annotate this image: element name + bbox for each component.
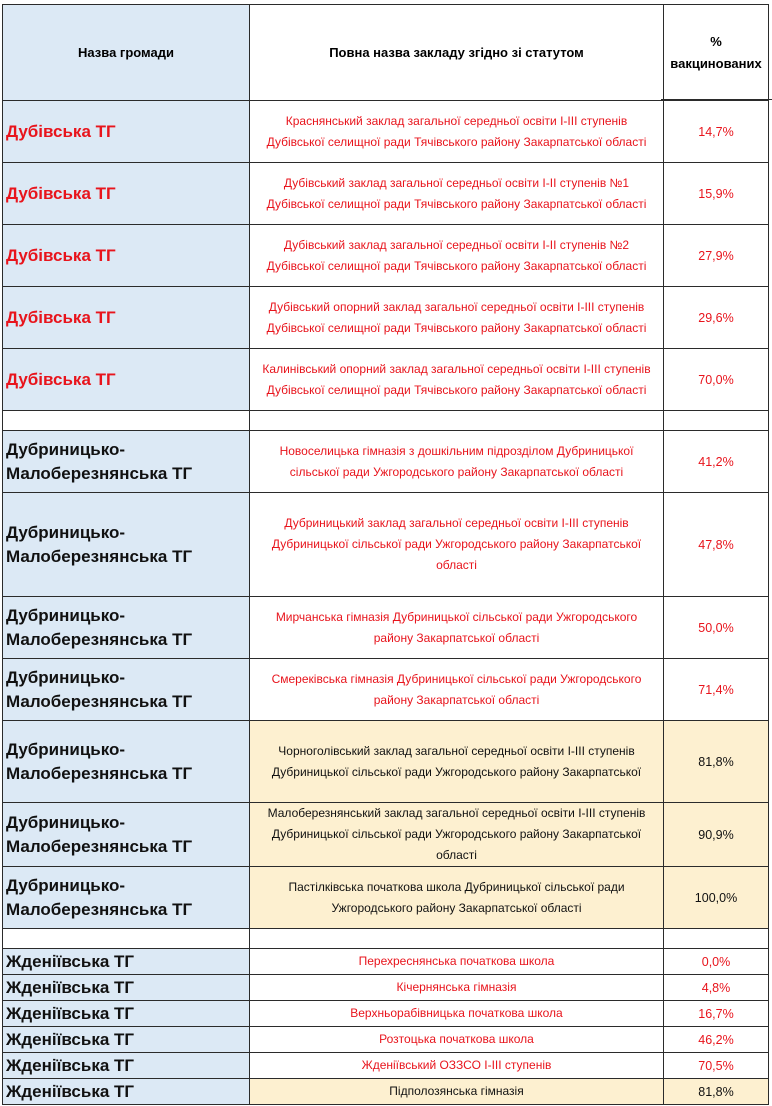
table-row [3,1079,769,1105]
percent-cell: 27,9% [664,225,769,287]
percent-cell: 29,6% [664,287,769,349]
header-percent-line2: вакцинованих [670,55,762,71]
community-cell: Дубриницько-Малоберезнянська ТГ [3,721,250,803]
vaccination-table [2,4,769,1105]
table-row [3,287,769,349]
table-row [3,1001,769,1027]
school-cell: Верхньорабівницька початкова школа [250,1001,664,1027]
percent-cell: 71,4% [664,659,769,721]
community-cell: Дубриницько-Малоберезнянська ТГ [3,493,250,597]
header-percent-line1: % [710,33,722,49]
community-cell: Жденіївська ТГ [3,1079,250,1105]
community-cell: Жденіївська ТГ [3,949,250,975]
school-cell: Смереківська гімназія Дубриницької сільської ради Ужгородського району Закарпатської області [250,659,664,721]
community-cell: Дубівська ТГ [3,225,250,287]
percent-cell: 81,8% [664,1079,769,1105]
table-row [3,975,769,1001]
school-cell: Дубівський заклад загальної середньої освіти І-ІІ ступенів №1 Дубівської селищної ради Тячівського району Закарпатської області [250,163,664,225]
percent-cell: 4,8% [664,975,769,1001]
community-cell: Дубриницько-Малоберезнянська ТГ [3,659,250,721]
school-cell: Чорноголівський заклад загальної середньої освіти І-ІІІ ступенів Дубриницької сільської ради Ужгородського району Закарпатської [250,721,664,803]
table-row [3,949,769,975]
table-row [3,659,769,721]
percent-cell: 15,9% [664,163,769,225]
table-row [3,597,769,659]
header-community: Назва громади [3,5,250,101]
school-cell: Мирчанська гімназія Дубриницької сільської ради Ужгородського району Закарпатської області [250,597,664,659]
percent-cell: 47,8% [664,493,769,597]
school-cell: Калинівський опорний заклад загальної середньої освіти І-ІІІ ступенів Дубівської селищної ради Тячівського району Закарпатської області [250,349,664,411]
community-cell: Жденіївська ТГ [3,1001,250,1027]
school-cell: Перехреснянська початкова школа [250,949,664,975]
school-cell: Жденіївський ОЗЗСО І-ІІІ ступенів [250,1053,664,1079]
table-row [3,1053,769,1079]
school-cell: Кічернянська гімназія [250,975,664,1001]
percent-cell: 100,0% [664,867,769,929]
group-separator [3,929,769,949]
community-cell: Дубівська ТГ [3,287,250,349]
percent-cell: 0,0% [664,949,769,975]
community-cell: Дубриницько-Малоберезнянська ТГ [3,597,250,659]
header-divider [661,99,772,100]
percent-cell: 70,0% [664,349,769,411]
school-cell: Розтоцька початкова школа [250,1027,664,1053]
community-cell: Дубівська ТГ [3,349,250,411]
school-cell: Дубівський заклад загальної середньої освіти І-ІІ ступенів №2 Дубівської селищної ради Тячівського району Закарпатської області [250,225,664,287]
percent-cell: 81,8% [664,721,769,803]
community-cell: Жденіївська ТГ [3,1053,250,1079]
percent-cell: 70,5% [664,1053,769,1079]
school-cell: Пастілківська початкова школа Дубриницької сільської ради Ужгородського району Закарпатської області [250,867,664,929]
community-cell: Дубриницько-Малоберезнянська ТГ [3,867,250,929]
table-row [3,225,769,287]
school-cell: Малоберезнянський заклад загальної середньої освіти І-ІІІ ступенів Дубриницької сільської ради Ужгородського району Закарпатської області [250,803,664,867]
table-row [3,493,769,597]
community-cell: Дубриницько-Малоберезнянська ТГ [3,803,250,867]
table-row [3,163,769,225]
table-row [3,431,769,493]
table-row [3,101,769,163]
table-row [3,1027,769,1053]
table-row [3,803,769,867]
group-separator [3,411,769,431]
community-cell: Дубівська ТГ [3,101,250,163]
school-cell: Дубівський опорний заклад загальної середньої освіти І-ІІІ ступенів Дубівської селищної ради Тячівського району Закарпатської області [250,287,664,349]
community-cell: Жденіївська ТГ [3,1027,250,1053]
community-cell: Жденіївська ТГ [3,975,250,1001]
percent-cell: 16,7% [664,1001,769,1027]
school-cell: Підполозянська гімназія [250,1079,664,1105]
percent-cell: 46,2% [664,1027,769,1053]
header-school: Повна назва закладу згідно зі статутом [250,5,664,101]
community-cell: Дубівська ТГ [3,163,250,225]
school-cell: Краснянський заклад загальної середньої освіти І-ІІІ ступенів Дубівської селищної ради Тячівського району Закарпатської області [250,101,664,163]
percent-cell: 41,2% [664,431,769,493]
table-row [3,721,769,803]
table-header-row [3,5,769,101]
header-percent [664,5,769,101]
school-cell: Новоселицька гімназія з дошкільним підрозділом Дубриницької сільської ради Ужгородського району Закарпатської області [250,431,664,493]
table-row [3,349,769,411]
percent-cell: 14,7% [664,101,769,163]
community-cell: Дубриницько-Малоберезнянська ТГ [3,431,250,493]
table-row [3,867,769,929]
school-cell: Дубриницький заклад загальної середньої освіти І-ІІІ ступенів Дубриницької сільської ради Ужгородського району Закарпатської області [250,493,664,597]
percent-cell: 90,9% [664,803,769,867]
percent-cell: 50,0% [664,597,769,659]
